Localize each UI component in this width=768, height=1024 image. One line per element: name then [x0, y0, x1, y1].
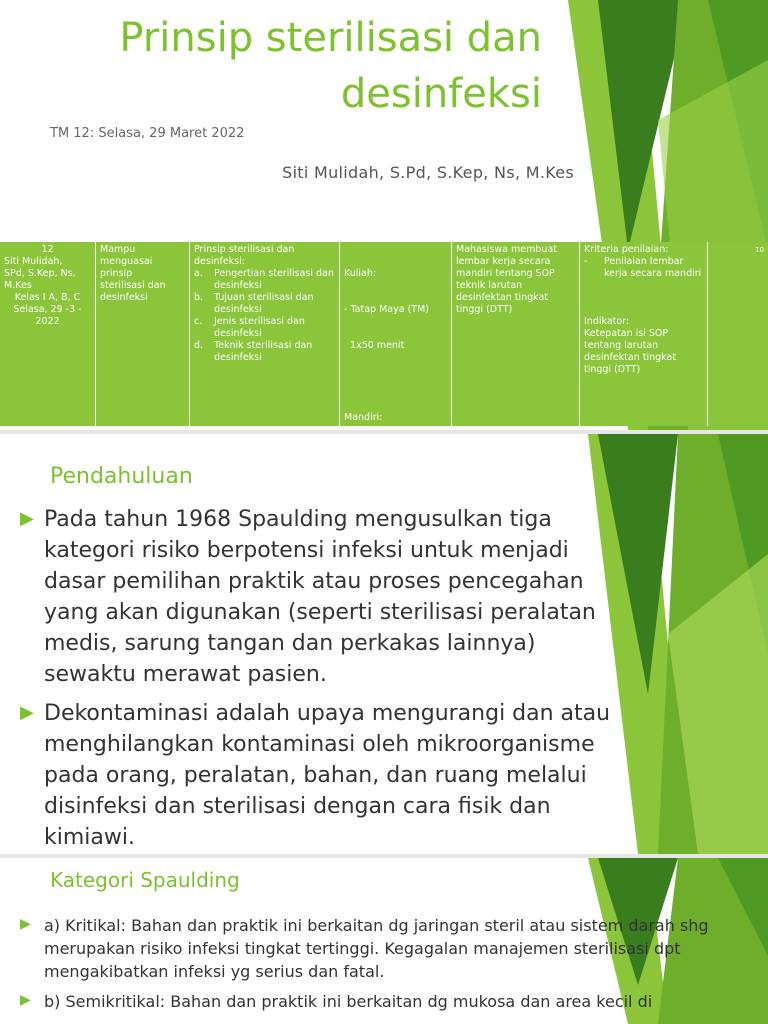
- slide-introduction: [0, 430, 768, 854]
- spaulding-paragraph-1: a) Kritikal: Bahan dan praktik ini berkaitan dg jaringan steril atau sistem darah shg merupakan risiko infeksi tingkat tertinggi. Kegagalan manajemen sterilisasi dpt mengakibatkan infeksi yg serius dan fatal.: [44, 916, 709, 981]
- cell-line: Kuliah:: [344, 268, 377, 279]
- cell-line: lembar kerja secara: [456, 256, 551, 267]
- cell-line: tentang larutan: [584, 340, 659, 351]
- cell-line: 1x50 menit: [344, 340, 405, 351]
- cell-line: M.Kes: [4, 280, 32, 291]
- cell-line: Indikator:: [584, 316, 630, 327]
- spacer: [584, 280, 703, 316]
- list-item: [194, 316, 335, 340]
- course-table: [0, 242, 768, 426]
- cell-line: Selasa, 29 -3 -: [13, 304, 82, 315]
- cell-line: - Tatap Maya (TM): [344, 304, 429, 315]
- list-marker: d.: [194, 340, 204, 351]
- author-name: Siti Mulidah, S.Pd, S.Kep, Ns, M.Kes: [282, 163, 574, 182]
- title-line-1: Prinsip sterilisasi dan: [119, 15, 542, 61]
- topic-list: [194, 268, 335, 364]
- cell-line: 2022: [35, 316, 60, 327]
- cell-line: desinfeksi: [100, 292, 148, 303]
- list-item: [194, 292, 335, 316]
- lecture-date: TM 12: Selasa, 29 Maret 2022: [50, 126, 245, 141]
- table-cell-extra: [708, 242, 768, 426]
- cell-line: prinsip: [100, 268, 133, 279]
- triangle-right-icon: ▶: [20, 702, 34, 723]
- slide-spaulding: [0, 854, 768, 1024]
- list-item: [194, 340, 335, 364]
- cell-line: desinfektan tingkat: [456, 292, 549, 303]
- cell-line: tinggi (DTT): [456, 304, 513, 315]
- slide-title: [0, 0, 768, 430]
- cell-line: Kelas I A, B, C: [14, 292, 81, 303]
- cell-line: tinggi (DTT): [584, 364, 641, 375]
- cell-line: mandiri tentang SOP: [456, 268, 555, 279]
- list-item: [194, 268, 335, 292]
- cell-line: desinfeksi:: [194, 256, 245, 267]
- cell-line: Siti Mulidah,: [4, 256, 63, 267]
- cell-line: 12: [41, 244, 54, 255]
- section-heading: Pendahuluan: [50, 464, 193, 489]
- table-cell-task: [452, 242, 580, 426]
- list-text: Teknik sterilisasi dan desinfeksi: [214, 340, 313, 363]
- table-cell-competency: [96, 242, 190, 426]
- cell-line: SPd, S.Kep, Ns,: [4, 268, 76, 279]
- triangle-right-icon: ▶: [20, 916, 31, 932]
- list-item: [584, 256, 703, 280]
- cell-line: Prinsip sterilisasi dan: [194, 244, 295, 255]
- table-cell-method: [340, 242, 452, 426]
- cell-line: Mahasiswa membuat: [456, 244, 557, 255]
- assessment-list: [584, 256, 703, 280]
- list-text: Tujuan sterilisasi dan desinfeksi: [214, 292, 314, 315]
- cell-line: menguasai: [100, 256, 153, 267]
- spaulding-paragraph-2: b) Semikritikal: Bahan dan praktik ini berkaitan dg mukosa dan area kecil di: [44, 992, 653, 1011]
- cell-line: Ketepatan isi SOP: [584, 328, 669, 339]
- section-heading: Kategori Spaulding: [50, 868, 240, 892]
- list-text: Penilaian lembar kerja secara mandiri: [604, 256, 702, 279]
- list-marker: a.: [194, 268, 203, 279]
- table-cell-topics: [190, 242, 340, 426]
- cell-line: Kriteria penilaian:: [584, 244, 669, 255]
- page-number: 10: [755, 246, 764, 254]
- intro-paragraph-2: Dekontaminasi adalah upaya mengurangi dan atau menghilangkan kontaminasi oleh mikroorganisme pada orang, peralatan, bahan, dan ruang melalui disinfeksi dan sterilisasi dengan cara fisik dan kimiawi.: [44, 701, 611, 850]
- cell-line: Mandiri:: [344, 412, 383, 423]
- cell-line: teknik larutan: [456, 280, 523, 291]
- title-line-2: desinfeksi: [340, 71, 542, 117]
- cell-line: Mampu: [100, 244, 136, 255]
- triangle-right-icon: ▶: [20, 508, 34, 529]
- spacer: [344, 376, 447, 388]
- table-cell-lecturer: [0, 242, 96, 426]
- list-text: Pengertian sterilisasi dan desinfeksi: [214, 268, 334, 291]
- list-marker: b.: [194, 292, 204, 303]
- cell-line: desinfektan tingkat: [584, 352, 677, 363]
- list-marker: -: [584, 256, 588, 267]
- table-cell-assessment: [580, 242, 708, 426]
- list-marker: c.: [194, 316, 203, 327]
- intro-paragraph-1: Pada tahun 1968 Spaulding mengusulkan tiga kategori risiko berpotensi infeksi untuk menjadi dasar pemilihan praktik atau proses pencegahan yang akan digunakan (seperti sterilisasi peralatan medis, sarung tangan dan perkakas lainnya) sewaktu merawat pasien.: [44, 507, 596, 687]
- triangle-right-icon: ▶: [20, 992, 31, 1008]
- slide-title-text: [119, 10, 542, 122]
- cell-line: sterilisasi dan: [100, 280, 166, 291]
- list-text: Jenis sterilisasi dan desinfeksi: [214, 316, 305, 339]
